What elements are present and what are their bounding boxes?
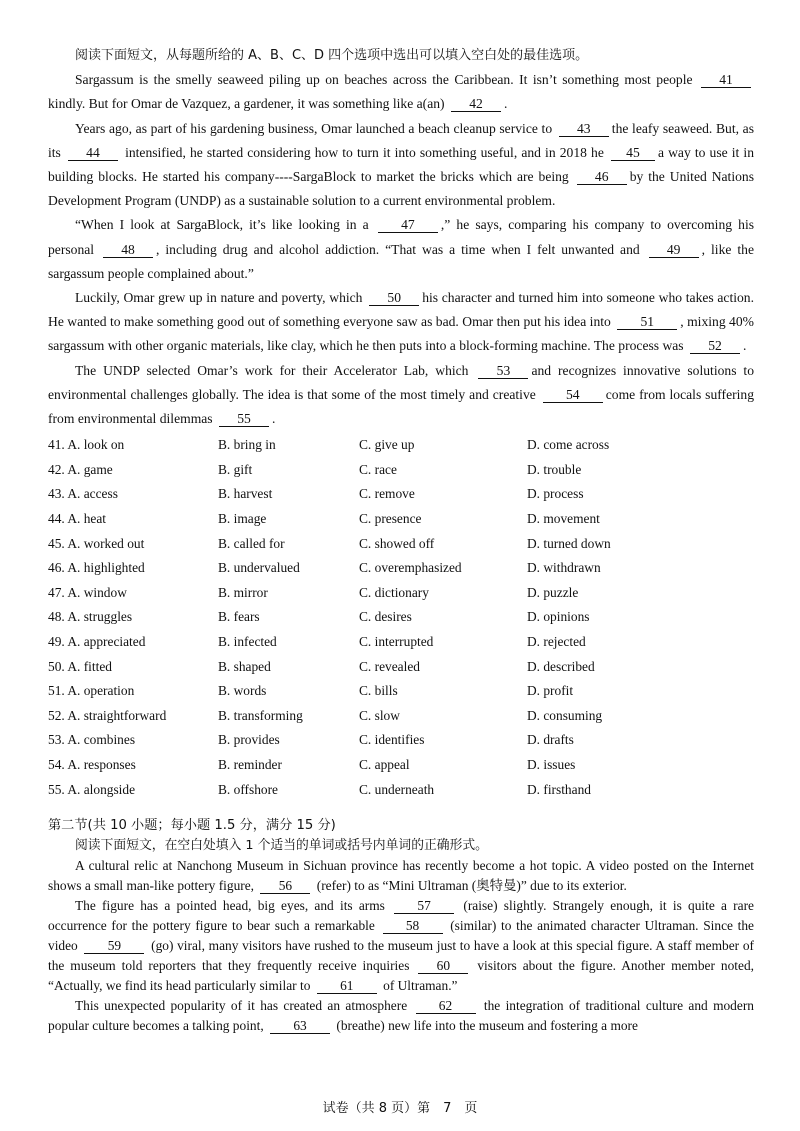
option-d: D. profit <box>527 683 574 699</box>
text: (breathe) new life into the museum and fostering a more <box>336 1018 638 1034</box>
text: a way to use it in building blocks. He started his company----SargaBlock to market the bricks which are being <box>48 144 754 185</box>
passage-paragraph-5 <box>48 359 754 432</box>
blank-44: 44 <box>68 145 118 161</box>
text: his character and turned him into someone who takes action. He wanted to make something good out of something everyone saw as bad. Omar then put his idea into <box>48 290 754 330</box>
option-a: 49. A. appreciated <box>48 634 146 649</box>
option-d: D. turned down <box>527 535 611 551</box>
option-a: 47. A. window <box>48 584 127 600</box>
option-a: 51. A. operation <box>48 683 135 699</box>
option-b: B. shaped <box>218 658 271 674</box>
blank-59: 59 <box>84 938 144 954</box>
option-a: 42. A. game <box>48 461 113 477</box>
option-c: C. appeal <box>359 756 410 772</box>
option-row <box>48 458 754 483</box>
exam-page <box>48 44 754 1036</box>
text: (similar) to the animated character Ultraman. Since the video <box>48 918 754 954</box>
page-footer: 试卷（共 8 页）第 7 页 <box>322 1101 478 1116</box>
option-b: B. provides <box>218 732 280 748</box>
option-b: B. called for <box>218 535 285 551</box>
text: Years ago, as part of his gardening business, Omar launched a beach cleanup service to <box>75 120 553 136</box>
text: (go) viral, many visitors have rushed to the museum just to have a look at this special figure. A staff member of the museum told reporters that they frequently receive inquiries <box>48 938 754 974</box>
option-row <box>48 605 754 630</box>
option-a: 43. A. access <box>48 486 118 502</box>
option-a: 54. A. responses <box>48 756 136 772</box>
text: by the United Nations Development Program (UNDP) as a sustainable solution to a current environmental problem. <box>48 169 754 209</box>
blank-51: 51 <box>617 314 677 330</box>
text: the leafy seaweed. But, as its <box>48 120 755 160</box>
option-row <box>48 778 754 803</box>
option-d: D. trouble <box>527 461 582 477</box>
blank-52: 52 <box>690 338 740 354</box>
option-b: B. gift <box>218 461 253 477</box>
text: kindly. But for Omar de Vazquez, a gardener, it was something like a(an) <box>48 96 445 112</box>
blank-55: 55 <box>219 411 269 427</box>
option-b: B. harvest <box>218 486 273 502</box>
passage-paragraph-2 <box>48 117 754 214</box>
blank-43: 43 <box>559 121 609 137</box>
option-d: D. described <box>527 658 595 674</box>
option-b: B. image <box>218 511 267 527</box>
option-a: 45. A. worked out <box>48 535 145 551</box>
option-d: D. puzzle <box>527 584 579 600</box>
text: ,” he says, comparing his company to overcoming his personal <box>48 217 755 257</box>
section2-heading: 第二节(共 10 小题；每小题 1.5 分，满分 15 分) <box>48 818 336 834</box>
option-c: C. interrupted <box>359 634 434 649</box>
blank-61: 61 <box>317 978 377 994</box>
blank-41: 41 <box>701 72 751 88</box>
option-row <box>48 704 754 729</box>
option-c: C. identifies <box>359 732 425 748</box>
option-b: B. reminder <box>218 756 282 772</box>
option-d: D. process <box>527 486 584 502</box>
passage-paragraph-1 <box>48 68 754 116</box>
option-c: C. give up <box>359 437 415 453</box>
blank-60: 60 <box>418 958 468 974</box>
section2-paragraph-2 <box>48 896 754 996</box>
text: , like the sargassum people complained about.” <box>48 241 754 281</box>
text: Luckily, Omar grew up in nature and poverty, which <box>75 290 363 306</box>
text: . <box>503 96 508 112</box>
option-b: B. mirror <box>218 584 268 600</box>
option-d: D. withdrawn <box>527 560 601 576</box>
option-a: 48. A. struggles <box>48 609 133 625</box>
text: come from locals suffering from environmental dilemmas <box>48 386 755 427</box>
blank-50: 50 <box>369 290 419 306</box>
text: visitors about the figure. Another member noted, “Actually, we find its head particularly similar to <box>48 958 754 994</box>
option-b: B. words <box>218 683 267 699</box>
option-row <box>48 507 754 532</box>
section1-instruction: 阅读下面短文，从每题所给的 A、B、C、D 四个选项中选出可以填入空白处的最佳选项。 <box>75 48 589 63</box>
text: Sargassum is the smelly seaweed piling up on beaches across the Caribbean. It isn’t something most people <box>75 72 693 88</box>
option-row <box>48 753 754 778</box>
option-row <box>48 655 754 680</box>
text: and recognizes innovative solutions to environmental challenges globally. The idea is that some of the most timely and creative <box>48 362 754 402</box>
option-c: C. bills <box>359 683 398 699</box>
option-c: C. remove <box>359 486 415 502</box>
option-row <box>48 581 754 606</box>
blank-53: 53 <box>478 363 528 379</box>
blank-58: 58 <box>383 918 443 934</box>
option-c: C. overemphasized <box>359 560 462 576</box>
option-row <box>48 556 754 581</box>
blank-48: 48 <box>103 242 153 258</box>
option-d: D. rejected <box>527 634 586 649</box>
option-a: 50. A. fitted <box>48 658 112 674</box>
option-c: C. underneath <box>359 781 435 797</box>
option-d: D. consuming <box>527 707 603 723</box>
option-a: 52. A. straightforward <box>48 707 167 723</box>
option-a: 55. A. alongside <box>48 781 136 797</box>
option-row <box>48 679 754 704</box>
section2-paragraph-1 <box>48 856 754 896</box>
text: (raise) slightly. Strangely enough, it is quite a rare occurrence for the pottery figure to bear such a remarkable <box>48 898 754 934</box>
option-c: C. slow <box>359 707 400 723</box>
option-row <box>48 482 754 507</box>
text: (refer) to as “Mini Ultraman (奥特曼)” due to its exterior. <box>316 878 627 894</box>
passage-paragraph-4 <box>48 286 754 359</box>
text: intensified, he started considering how to turn it into something useful, and in 2018 he <box>125 144 604 160</box>
text: , including drug and alcohol addiction. “That was a time when I felt unwanted and <box>156 241 640 257</box>
blank-45: 45 <box>611 145 655 161</box>
text: The UNDP selected Omar’s work for their Accelerator Lab, which <box>75 362 469 378</box>
option-a: 53. A. combines <box>48 732 136 748</box>
blank-57: 57 <box>394 898 454 914</box>
option-c: C. showed off <box>359 535 435 551</box>
option-b: B. offshore <box>218 781 279 797</box>
option-d: D. firsthand <box>527 781 591 797</box>
option-b: B. fears <box>218 609 260 625</box>
option-a: 41. A. look on <box>48 437 125 453</box>
option-b: B. bring in <box>218 437 276 453</box>
option-row <box>48 728 754 753</box>
blank-47: 47 <box>378 217 438 233</box>
option-d: D. opinions <box>527 609 590 625</box>
section2-instruction: 阅读下面短文，在空白处填入 1 个适当的单词或括号内单词的正确形式。 <box>75 838 488 854</box>
text: “When I look at SargaBlock, it’s like looking in a <box>75 217 369 233</box>
option-c: C. race <box>359 461 397 477</box>
option-row <box>48 532 754 557</box>
section2-paragraph-3 <box>48 996 754 1036</box>
text: A cultural relic at Nanchong Museum in Sichuan province has recently become a hot topic. A video posted on the Internet shows a small man-like pottery figure, <box>48 858 754 894</box>
options-list <box>48 433 754 802</box>
option-c: C. presence <box>359 511 422 527</box>
option-c: C. revealed <box>359 658 420 674</box>
text: . <box>743 338 747 354</box>
option-b: B. transforming <box>218 707 303 723</box>
option-d: D. come across <box>527 437 610 453</box>
blank-42: 42 <box>451 96 501 112</box>
option-d: D. movement <box>527 511 600 527</box>
option-b: B. undervalued <box>218 560 300 576</box>
text: The figure has a pointed head, big eyes, and its arms <box>75 898 385 914</box>
text: of Ultraman.” <box>383 978 458 994</box>
option-row <box>48 433 754 458</box>
text: This unexpected popularity of it has created an atmosphere <box>75 998 408 1014</box>
blank-63: 63 <box>270 1018 330 1034</box>
passage-paragraph-3 <box>48 213 754 286</box>
blank-49: 49 <box>649 242 699 258</box>
text: , mixing 40% sargassum with other organic materials, like clay, which he then puts into a block-forming machine. The process was <box>48 314 754 354</box>
option-c: C. desires <box>359 609 412 625</box>
blank-54: 54 <box>543 387 603 403</box>
option-c: C. dictionary <box>359 584 429 600</box>
text: the integration of traditional culture and modern popular culture becomes a talking point, <box>48 998 754 1034</box>
blank-46: 46 <box>577 169 627 185</box>
blank-56: 56 <box>260 878 310 894</box>
text: . <box>272 411 276 427</box>
option-a: 44. A. heat <box>48 511 107 527</box>
option-b: B. infected <box>218 634 277 649</box>
option-a: 46. A. highlighted <box>48 560 145 576</box>
option-d: D. drafts <box>527 732 574 748</box>
option-row <box>48 630 754 655</box>
blank-62: 62 <box>416 998 476 1014</box>
option-d: D. issues <box>527 756 576 772</box>
